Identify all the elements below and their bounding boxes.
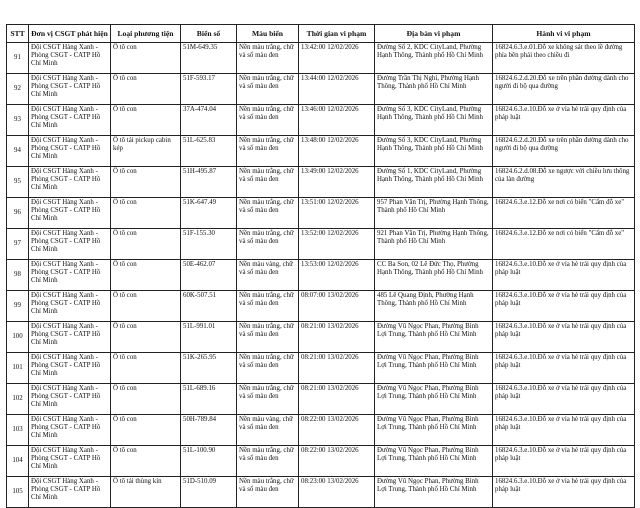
vehicle-type-cell: Ô tô con bbox=[111, 353, 181, 384]
plate-color-cell: Nền màu trắng, chữ và số màu đen bbox=[237, 477, 299, 508]
time-cell: 13:44:00 12/02/2026 bbox=[299, 74, 375, 105]
plate-cell: 51M-649.35 bbox=[181, 43, 237, 74]
violation-cell: 16824.6.3.e.10.Đỗ xe ở vỉa hè trái quy định của pháp luật bbox=[493, 415, 635, 446]
vehicle-type-cell: Ô tô con bbox=[111, 198, 181, 229]
location-cell: CC Ba Son, 02 Lê Đức Thọ, Phường Hạnh Thông, Thành phố Hồ Chí Minh bbox=[375, 260, 493, 291]
plate-color-cell: Nền màu trắng, chữ và số màu đen bbox=[237, 43, 299, 74]
header-plate: Biển số bbox=[181, 25, 237, 43]
plate-cell: 51L-991.01 bbox=[181, 322, 237, 353]
plate-color-cell: Nền màu trắng, chữ và số màu đen bbox=[237, 74, 299, 105]
location-cell: Đường Số 2, KDC CityLand, Phường Hạnh Thông, Thành phố Hồ Chí Minh bbox=[375, 43, 493, 74]
unit-cell: Đội CSGT Hàng Xanh - Phòng CSGT - CATP Hồ Chí Minh bbox=[29, 105, 111, 136]
location-cell: 485 Lê Quang Định, Phường Hạnh Thông, Thành phố Hồ Chí Minh bbox=[375, 291, 493, 322]
unit-cell: Đội CSGT Hàng Xanh - Phòng CSGT - CATP Hồ Chí Minh bbox=[29, 384, 111, 415]
stt-cell: 98 bbox=[7, 260, 29, 291]
plate-color-cell: Nền màu trắng, chữ và số màu đen bbox=[237, 446, 299, 477]
time-cell: 13:46:00 12/02/2026 bbox=[299, 105, 375, 136]
plate-color-cell: Nền màu trắng, chữ và số màu đen bbox=[237, 167, 299, 198]
plate-cell: 51K-647.49 bbox=[181, 198, 237, 229]
violation-cell: 16824.6.3.e.12.Đỗ xe nơi có biển "Cấm đỗ xe" bbox=[493, 198, 635, 229]
violation-cell: 16824.6.3.e.10.Đỗ xe ở vỉa hè trái quy định của pháp luật bbox=[493, 291, 635, 322]
location-cell: 957 Phan Văn Trị, Phường Hạnh Thông, Thành phố Hồ Chí Minh bbox=[375, 198, 493, 229]
plate-cell: 51H-495.87 bbox=[181, 167, 237, 198]
plate-cell: 51K-265.95 bbox=[181, 353, 237, 384]
stt-cell: 100 bbox=[7, 322, 29, 353]
plate-cell: 51F-155.30 bbox=[181, 229, 237, 260]
location-cell: Đường Số 3, KDC CityLand, Phường Hạnh Thông, Thành phố Hồ Chí Minh bbox=[375, 105, 493, 136]
location-cell: 921 Phan Văn Trị, Phường Hạnh Thông, Thành phố Hồ Chí Minh bbox=[375, 229, 493, 260]
violation-cell: 16824.6.2.d.20.Đỗ xe trên phần đường dành cho người đi bộ qua đường bbox=[493, 136, 635, 167]
header-location: Địa bàn vi phạm bbox=[375, 25, 493, 43]
stt-cell: 95 bbox=[7, 167, 29, 198]
time-cell: 08:21:00 13/02/2026 bbox=[299, 384, 375, 415]
unit-cell: Đội CSGT Hàng Xanh - Phòng CSGT - CATP Hồ Chí Minh bbox=[29, 353, 111, 384]
plate-color-cell: Nền màu trắng, chữ và số màu đen bbox=[237, 229, 299, 260]
unit-cell: Đội CSGT Hàng Xanh - Phòng CSGT - CATP Hồ Chí Minh bbox=[29, 74, 111, 105]
time-cell: 13:48:00 12/02/2026 bbox=[299, 136, 375, 167]
violation-cell: 16824.6.3.e.01.Đỗ xe không sát theo lề đường phía bên phải theo chiều đi bbox=[493, 43, 635, 74]
unit-cell: Đội CSGT Hàng Xanh - Phòng CSGT - CATP Hồ Chí Minh bbox=[29, 198, 111, 229]
unit-cell: Đội CSGT Hàng Xanh - Phòng CSGT - CATP Hồ Chí Minh bbox=[29, 260, 111, 291]
plate-cell: 37A-474.04 bbox=[181, 105, 237, 136]
violation-cell: 16824.6.3.e.10.Đỗ xe ở vỉa hè trái quy định của pháp luật bbox=[493, 105, 635, 136]
header-stt: STT bbox=[7, 25, 29, 43]
time-cell: 08:07:00 13/02/2026 bbox=[299, 291, 375, 322]
time-cell: 13:52:00 12/02/2026 bbox=[299, 229, 375, 260]
header-violation: Hành vi vi phạm bbox=[493, 25, 635, 43]
time-cell: 08:21:00 13/02/2026 bbox=[299, 353, 375, 384]
plate-color-cell: Nền màu trắng, chữ và số màu đen bbox=[237, 353, 299, 384]
vehicle-type-cell: Ô tô tải pickup cabin kép bbox=[111, 136, 181, 167]
stt-cell: 94 bbox=[7, 136, 29, 167]
violations-table bbox=[6, 24, 635, 508]
vehicle-type-cell: Ô tô con bbox=[111, 415, 181, 446]
table-row bbox=[7, 446, 635, 477]
table-row bbox=[7, 322, 635, 353]
unit-cell: Đội CSGT Hàng Xanh - Phòng CSGT - CATP Hồ Chí Minh bbox=[29, 477, 111, 508]
vehicle-type-cell: Ô tô con bbox=[111, 229, 181, 260]
violation-cell: 16824.6.3.e.10.Đỗ xe ở vỉa hè trái quy định của pháp luật bbox=[493, 446, 635, 477]
table-row bbox=[7, 415, 635, 446]
location-cell: Đường Số 3, KDC CityLand, Phường Hạnh Thông, Thành phố Hồ Chí Minh bbox=[375, 136, 493, 167]
table-row bbox=[7, 136, 635, 167]
table-body bbox=[7, 43, 635, 508]
header-time: Thời gian vi phạm bbox=[299, 25, 375, 43]
violation-cell: 16824.6.3.e.10.Đỗ xe ở vỉa hè trái quy định của pháp luật bbox=[493, 353, 635, 384]
plate-cell: 51F-593.17 bbox=[181, 74, 237, 105]
stt-cell: 102 bbox=[7, 384, 29, 415]
header-unit: Đơn vị CSGT phát hiện bbox=[29, 25, 111, 43]
unit-cell: Đội CSGT Hàng Xanh - Phòng CSGT - CATP Hồ Chí Minh bbox=[29, 322, 111, 353]
table-row bbox=[7, 260, 635, 291]
unit-cell: Đội CSGT Hàng Xanh - Phòng CSGT - CATP Hồ Chí Minh bbox=[29, 136, 111, 167]
vehicle-type-cell: Ô tô con bbox=[111, 446, 181, 477]
stt-cell: 103 bbox=[7, 415, 29, 446]
table-row bbox=[7, 353, 635, 384]
violation-cell: 16824.6.2.d.08.Đỗ xe ngược với chiều lưu thông của làn đường bbox=[493, 167, 635, 198]
table-header-row bbox=[7, 25, 635, 43]
location-cell: Đường Vũ Ngọc Phan, Phường Bình Lợi Trung, Thành phố Hồ Chí Minh bbox=[375, 322, 493, 353]
location-cell: Đường Trần Thị Nghỉ, Phường Hạnh Thông, Thành phố Hồ Chí Minh bbox=[375, 74, 493, 105]
time-cell: 08:23:00 13/02/2026 bbox=[299, 477, 375, 508]
stt-cell: 105 bbox=[7, 477, 29, 508]
stt-cell: 101 bbox=[7, 353, 29, 384]
time-cell: 08:22:00 13/02/2026 bbox=[299, 415, 375, 446]
location-cell: Đường Vũ Ngọc Phan, Phường Bình Lợi Trung, Thành phố Hồ Chí Minh bbox=[375, 415, 493, 446]
table-row bbox=[7, 384, 635, 415]
location-cell: Đường Vũ Ngọc Phan, Phường Bình Lợi Trung, Thành phố Hồ Chí Minh bbox=[375, 384, 493, 415]
plate-cell: 60K-507.51 bbox=[181, 291, 237, 322]
plate-color-cell: Nền màu trắng, chữ và số màu đen bbox=[237, 291, 299, 322]
table-row bbox=[7, 477, 635, 508]
header-plate-color: Màu biển bbox=[237, 25, 299, 43]
unit-cell: Đội CSGT Hàng Xanh - Phòng CSGT - CATP Hồ Chí Minh bbox=[29, 43, 111, 74]
violation-cell: 16824.6.3.e.10.Đỗ xe ở vỉa hè trái quy định của pháp luật bbox=[493, 322, 635, 353]
plate-color-cell: Nền màu vàng, chữ và số màu đen bbox=[237, 415, 299, 446]
vehicle-type-cell: Ô tô con bbox=[111, 105, 181, 136]
location-cell: Đường Số 1, KDC CityLand, Phường Hạnh Thông, Thành phố Hồ Chí Minh bbox=[375, 167, 493, 198]
vehicle-type-cell: Ô tô con bbox=[111, 167, 181, 198]
table-row bbox=[7, 74, 635, 105]
time-cell: 08:21:00 13/02/2026 bbox=[299, 322, 375, 353]
time-cell: 08:22:00 13/02/2026 bbox=[299, 446, 375, 477]
table-row bbox=[7, 105, 635, 136]
plate-color-cell: Nền màu trắng, chữ và số màu đen bbox=[237, 136, 299, 167]
header-vehicle: Loại phương tiện bbox=[111, 25, 181, 43]
location-cell: Đường Vũ Ngọc Phan, Phường Bình Lợi Trung, Thành phố Hồ Chí Minh bbox=[375, 446, 493, 477]
vehicle-type-cell: Ô tô con bbox=[111, 43, 181, 74]
stt-cell: 97 bbox=[7, 229, 29, 260]
table-row bbox=[7, 198, 635, 229]
plate-cell: 51D-510.09 bbox=[181, 477, 237, 508]
time-cell: 13:53:00 12/02/2026 bbox=[299, 260, 375, 291]
stt-cell: 104 bbox=[7, 446, 29, 477]
vehicle-type-cell: Ô tô con bbox=[111, 384, 181, 415]
table-row bbox=[7, 229, 635, 260]
plate-color-cell: Nền màu trắng, chữ và số màu đen bbox=[237, 322, 299, 353]
unit-cell: Đội CSGT Hàng Xanh - Phòng CSGT - CATP Hồ Chí Minh bbox=[29, 291, 111, 322]
plate-cell: 50E-462.07 bbox=[181, 260, 237, 291]
unit-cell: Đội CSGT Hàng Xanh - Phòng CSGT - CATP Hồ Chí Minh bbox=[29, 415, 111, 446]
time-cell: 13:49:00 12/02/2026 bbox=[299, 167, 375, 198]
table-row bbox=[7, 43, 635, 74]
vehicle-type-cell: Ô tô con bbox=[111, 291, 181, 322]
violation-cell: 16824.6.3.e.10.Đỗ xe ở vỉa hè trái quy định của pháp luật bbox=[493, 384, 635, 415]
plate-color-cell: Nền màu trắng, chữ và số màu đen bbox=[237, 105, 299, 136]
unit-cell: Đội CSGT Hàng Xanh - Phòng CSGT - CATP Hồ Chí Minh bbox=[29, 229, 111, 260]
vehicle-type-cell: Ô tô tải thùng kín bbox=[111, 477, 181, 508]
location-cell: Đường Vũ Ngọc Phan, Phường Bình Lợi Trung, Thành phố Hồ Chí Minh bbox=[375, 353, 493, 384]
plate-cell: 51L-100.90 bbox=[181, 446, 237, 477]
plate-color-cell: Nền màu trắng, chữ và số màu đen bbox=[237, 198, 299, 229]
vehicle-type-cell: Ô tô con bbox=[111, 260, 181, 291]
stt-cell: 96 bbox=[7, 198, 29, 229]
violation-cell: 16824.6.3.e.12.Đỗ xe nơi có biển "Cấm đỗ xe" bbox=[493, 229, 635, 260]
time-cell: 13:42:00 12/02/2026 bbox=[299, 43, 375, 74]
table-row bbox=[7, 167, 635, 198]
unit-cell: Đội CSGT Hàng Xanh - Phòng CSGT - CATP Hồ Chí Minh bbox=[29, 167, 111, 198]
plate-color-cell: Nền màu vàng, chữ và số màu đen bbox=[237, 260, 299, 291]
stt-cell: 93 bbox=[7, 105, 29, 136]
plate-cell: 50H-789.84 bbox=[181, 415, 237, 446]
violation-cell: 16824.6.3.e.10.Đỗ xe ở vỉa hè trái quy định của pháp luật bbox=[493, 477, 635, 508]
plate-cell: 51L-625.83 bbox=[181, 136, 237, 167]
plate-color-cell: Nền màu trắng, chữ và số màu đen bbox=[237, 384, 299, 415]
stt-cell: 99 bbox=[7, 291, 29, 322]
time-cell: 13:51:00 12/02/2026 bbox=[299, 198, 375, 229]
stt-cell: 91 bbox=[7, 43, 29, 74]
violation-cell: 16824.6.2.d.20.Đỗ xe trên phần đường dành cho người đi bộ qua đường bbox=[493, 74, 635, 105]
stt-cell: 92 bbox=[7, 74, 29, 105]
table-row bbox=[7, 291, 635, 322]
unit-cell: Đội CSGT Hàng Xanh - Phòng CSGT - CATP Hồ Chí Minh bbox=[29, 446, 111, 477]
violation-cell: 16824.6.3.e.10.Đỗ xe ở vỉa hè trái quy định của pháp luật bbox=[493, 260, 635, 291]
vehicle-type-cell: Ô tô con bbox=[111, 322, 181, 353]
plate-cell: 51L-689.16 bbox=[181, 384, 237, 415]
vehicle-type-cell: Ô tô con bbox=[111, 74, 181, 105]
location-cell: Đường Vũ Ngọc Phan, Phường Bình Lợi Trung, Thành phố Hồ Chí Minh bbox=[375, 477, 493, 508]
